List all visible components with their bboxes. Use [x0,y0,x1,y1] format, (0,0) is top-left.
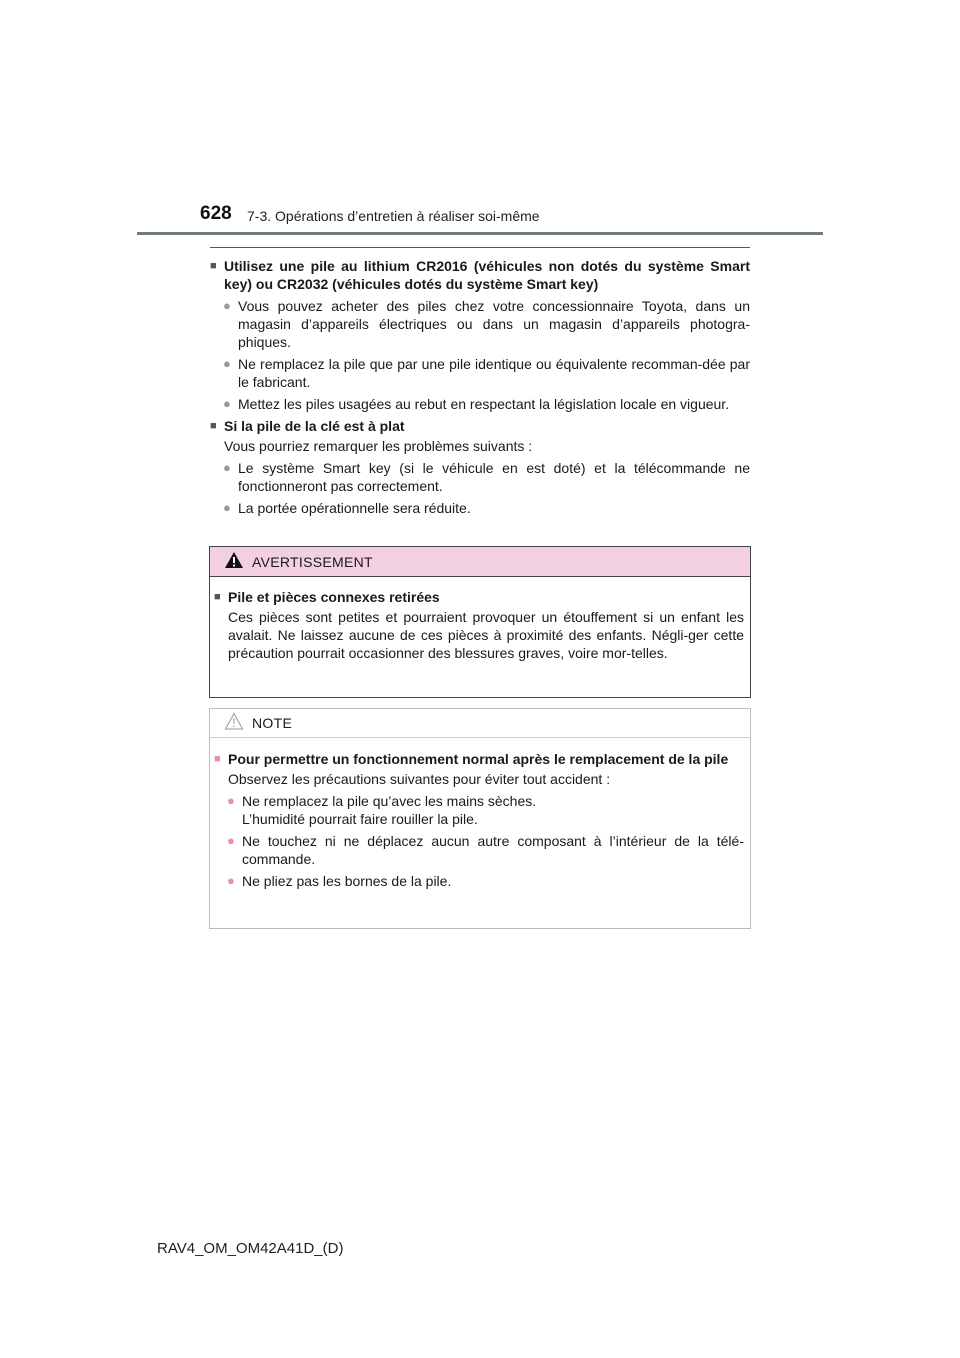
square-bullet-icon: ■ [210,420,217,432]
content-divider [210,247,750,248]
square-bullet-icon: ■ [210,260,217,272]
section-title: 7-3. Opérations d’entretien à réaliser soi-même [247,208,540,224]
note-intro: Observez les précautions suivantes pour éviter tout accident : [228,771,611,787]
note-heading: ■ Pour permettre un fonctionnement normal après le remplacement de la pile [214,751,729,767]
warning-heading: ■ Pile et pièces connexes retirées [214,589,440,605]
warning-label: AVERTISSEMENT [252,553,373,570]
round-bullet-icon: ● [223,356,231,371]
round-bullet-icon: ● [227,793,235,808]
list-item: ● Le système Smart key (si le véhicule en est doté) et la télécommande ne fonctionneront pas correctement. [223,460,750,494]
note-label: NOTE [252,715,293,731]
main-content [210,247,750,517]
round-bullet-icon: ● [223,500,231,515]
list-item: ● Ne pliez pas les bornes de la pile. [227,873,452,889]
section-heading-dead-battery: ■ Si la pile de la clé est à plat [210,418,405,434]
warning-body [210,577,750,662]
round-bullet-icon: ● [223,298,231,313]
caution-triangle-outline-icon [224,712,244,734]
warning-header [210,547,750,577]
warning-triangle-icon [224,551,244,573]
note-header [210,709,750,738]
list-item: ● Vous pouvez acheter des piles chez votre concessionnaire Toyota, dans un magasin d’appareils électriques ou dans un magasin d’appareils photogra-phiques. [223,298,750,350]
round-bullet-icon: ● [227,873,235,888]
square-bullet-icon: ■ [214,591,221,603]
page-number: 628 [200,203,232,224]
round-bullet-icon: ● [227,833,235,848]
header-divider [137,232,823,235]
list-item: ● Ne remplacez la pile que par une pile identique ou équivalente recomman-dée par le fabricant. [223,356,750,390]
warning-box [209,546,751,698]
round-bullet-icon: ● [223,460,231,475]
list-item: ● La portée opérationnelle sera réduite. [223,500,471,516]
note-body [210,738,750,890]
document-code: RAV4_OM_OM42A41D_(D) [157,1240,344,1257]
list-item: ● Ne remplacez la pile qu’avec les mains sèches. L’humidité pourrait faire rouiller la pile. [227,793,537,827]
section-intro: Vous pourriez remarquer les problèmes suivants : [224,438,533,454]
note-box [209,708,751,929]
warning-text: Ces pièces sont petites et pourraient provoquer un étouffement si un enfant les avalait. Ne laissez aucune de ces pièces à proximité des enfants. Négli-ger cette précaution pourrait occasionner des blessures graves, voire mor-telles. [228,609,744,661]
round-bullet-icon: ● [223,396,231,411]
section-heading-battery-type: ■ Utilisez une pile au lithium CR2016 (véhicules non dotés du système Smart key) ou CR2032 (véhicules dotés du système Smart key) [210,258,750,292]
square-bullet-icon: ■ [214,753,221,765]
list-item: ● Ne touchez ni ne déplacez aucun autre composant à l’intérieur de la télé-commande. [227,833,744,867]
list-item: ● Mettez les piles usagées au rebut en respectant la législation locale en vigueur. [223,396,730,412]
